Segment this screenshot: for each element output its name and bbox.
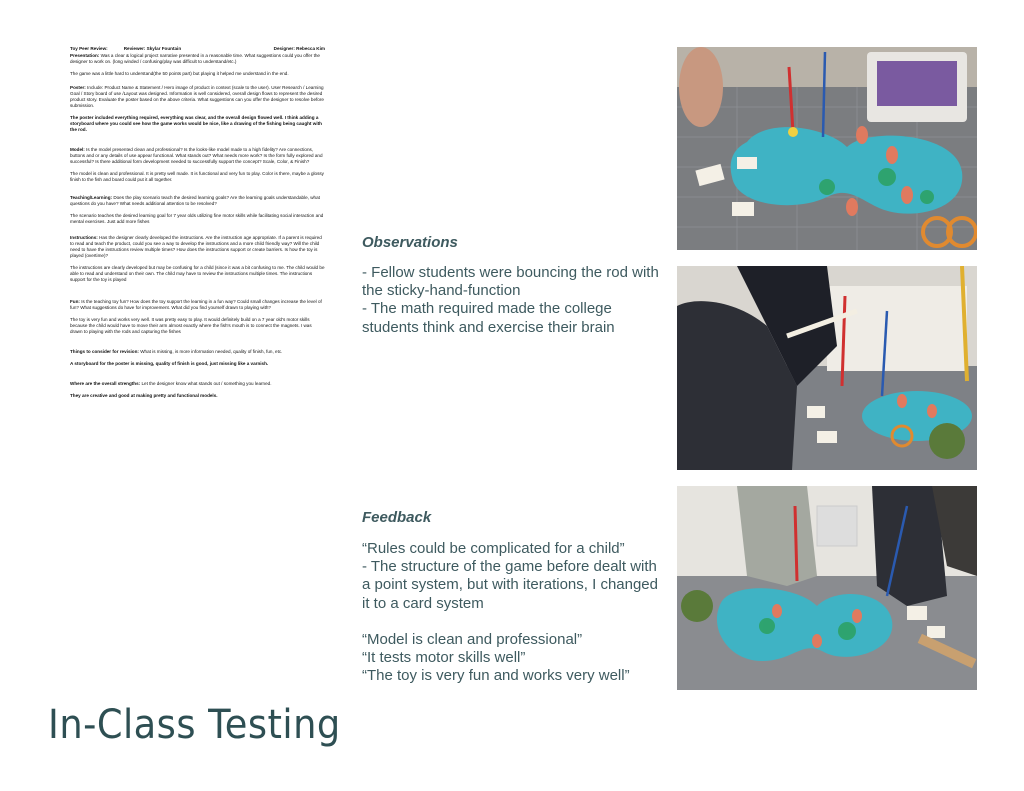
section-answer: The game was a little hard to understand(the 50 points part) but playing it helped me understand in the end. [70, 71, 289, 76]
review-section-revision [70, 349, 325, 367]
section-answer: The instructions are clearly developed but may be confusing for a child (since it was a bit confusing to me. The child would be able to read and understand on their own. The child may have to review the instructions multiple times. The instructions support for the toy is played [70, 265, 325, 282]
testing-photo-3 [677, 486, 977, 690]
students-playing-photo [677, 266, 977, 470]
review-section-model [70, 147, 325, 183]
section-answer: The poster included everything required, everything was clear, and the overall design flowed well. I think adding a storyboard where you could see how the game works would be nice, like a drawing of the fishing being caught with the rod. [70, 115, 322, 132]
observation-line: - The math required made the college students think and exercise their brain [362, 300, 615, 336]
section-lead: Model: [70, 147, 85, 152]
review-section-teaching [70, 195, 325, 225]
feedback-quote: “Model is clean and professional” [362, 630, 583, 648]
review-section-strengths [70, 381, 325, 399]
observations-body [362, 264, 662, 337]
page-title: In-Class Testing [48, 702, 341, 748]
observations-heading: Observations [362, 234, 458, 251]
section-question: Is the model presented clean and professional? Is the looks-like model made to a high fidelity? Are connections, buttons and or any details of use appear functional. What stands out? What needs more work? Is the form fully explored and successful? Is there additional form development needed to successfully support the concept? Scale, Color, & Finish? [70, 147, 323, 164]
section-question: Does the play scenario teach the desired learning goals? Are the learning goals understandable, what questions do you have? What needs additional attention to be resolved? [70, 195, 320, 206]
review-designer: Designer: Rebecca Kim [273, 46, 325, 51]
fishing-game-board-photo [677, 47, 977, 250]
review-section-presentation [70, 53, 325, 77]
section-lead: Presentation: [70, 53, 100, 58]
section-question: Let the designer know what stands out / something you learned. [141, 381, 272, 386]
section-question: Was a clear & logical project narrative presented in a reasonable time. What suggestions could you offer the designer to work on. (long winded / confusing/play was difficult to understand/etc.) [70, 53, 320, 64]
feedback-heading: Feedback [362, 509, 432, 526]
section-question: Is the teaching toy fun? How does the toy support the learning in a fun way? Could small changes increase the level of fun? What suggestions do have for improvement. What did you find yourself drawn to playing with? [70, 299, 322, 310]
section-question: Include: Product Name & Statement / Hero image of product in context (scale to the user). User Research / Learning Goal / Story board of use /Layout was designed. Information is well considered, overall design flows to represent the desired product story. Evaluate the poster based on the above criteria. What suggestions can you offer the designer to resolve before submission. [70, 85, 324, 108]
section-lead: Fun: [70, 299, 80, 304]
review-reviewer: Reviewer: Skylar Fountain [123, 46, 182, 51]
observation-line: - Fellow students were bouncing the rod with the sticky-hand-function [362, 264, 659, 300]
review-section-fun [70, 299, 325, 335]
review-header-label: Toy Peer Review: [70, 46, 108, 51]
section-lead: Poster: [70, 85, 86, 90]
section-answer: The scenario teaches the desired learning goal for 7 year olds utilizing fine motor skills while facilitating social interaction and mental exercises. Just add more fishes [70, 213, 324, 224]
feedback-quote: “The toy is very fun and works very well” [362, 667, 630, 685]
review-section-instructions [70, 235, 325, 283]
review-header [70, 46, 325, 52]
section-answer: The toy is very fun and works very well. It was pretty easy to play. It would definitely build on a 7 year old's motor skills because the child would have to move their arm almost exactly where the fish's mouth is to connect the magnets. I was drawn to playing with the rods and capturing the fishes [70, 317, 312, 334]
section-question: What is missing, is more information needed, quality of finish, fun, etc. [140, 349, 283, 354]
section-lead: Instructions: [70, 235, 98, 240]
feedback-body [362, 540, 662, 685]
section-question: Has the designer clearly developed the instructions. Are the instruction age appropriate. If a parent is required to read and teach the product, could you see a way to develop the instructions and a more child friendly way? Will the child need to have the instructions review multiple times? How does the instructions support or create barriers. Is how the toy is played (overtime)? [70, 235, 322, 258]
classroom-testing-photo [677, 486, 977, 690]
section-lead: Where are the overall strengths: [70, 381, 141, 386]
spacer [362, 613, 662, 631]
testing-photo-2 [677, 266, 977, 470]
section-answer: The model is clean and professional. It is pretty well made. It is functional and very fun to play. Color is there, maybe a glossy finish to the fish and board could put it all together. [70, 171, 324, 182]
testing-photo-1 [677, 47, 977, 250]
peer-review-document [70, 46, 325, 407]
feedback-quote: “Rules could be complicated for a child” [362, 540, 625, 557]
feedback-line: - The structure of the game before dealt with a point system, but with iterations, I changed it to a card system [362, 558, 658, 612]
section-answer: They are creative and good at making pretty and functional models. [70, 393, 218, 398]
feedback-quote: “It tests motor skills well” [362, 649, 526, 667]
section-lead: Things to consider for revision: [70, 349, 139, 354]
review-section-poster [70, 85, 325, 133]
section-answer: A storyboard for the poster is missing, quality of finish is good, just missing like a varnish. [70, 361, 269, 366]
section-lead: Teaching/Learning: [70, 195, 113, 200]
